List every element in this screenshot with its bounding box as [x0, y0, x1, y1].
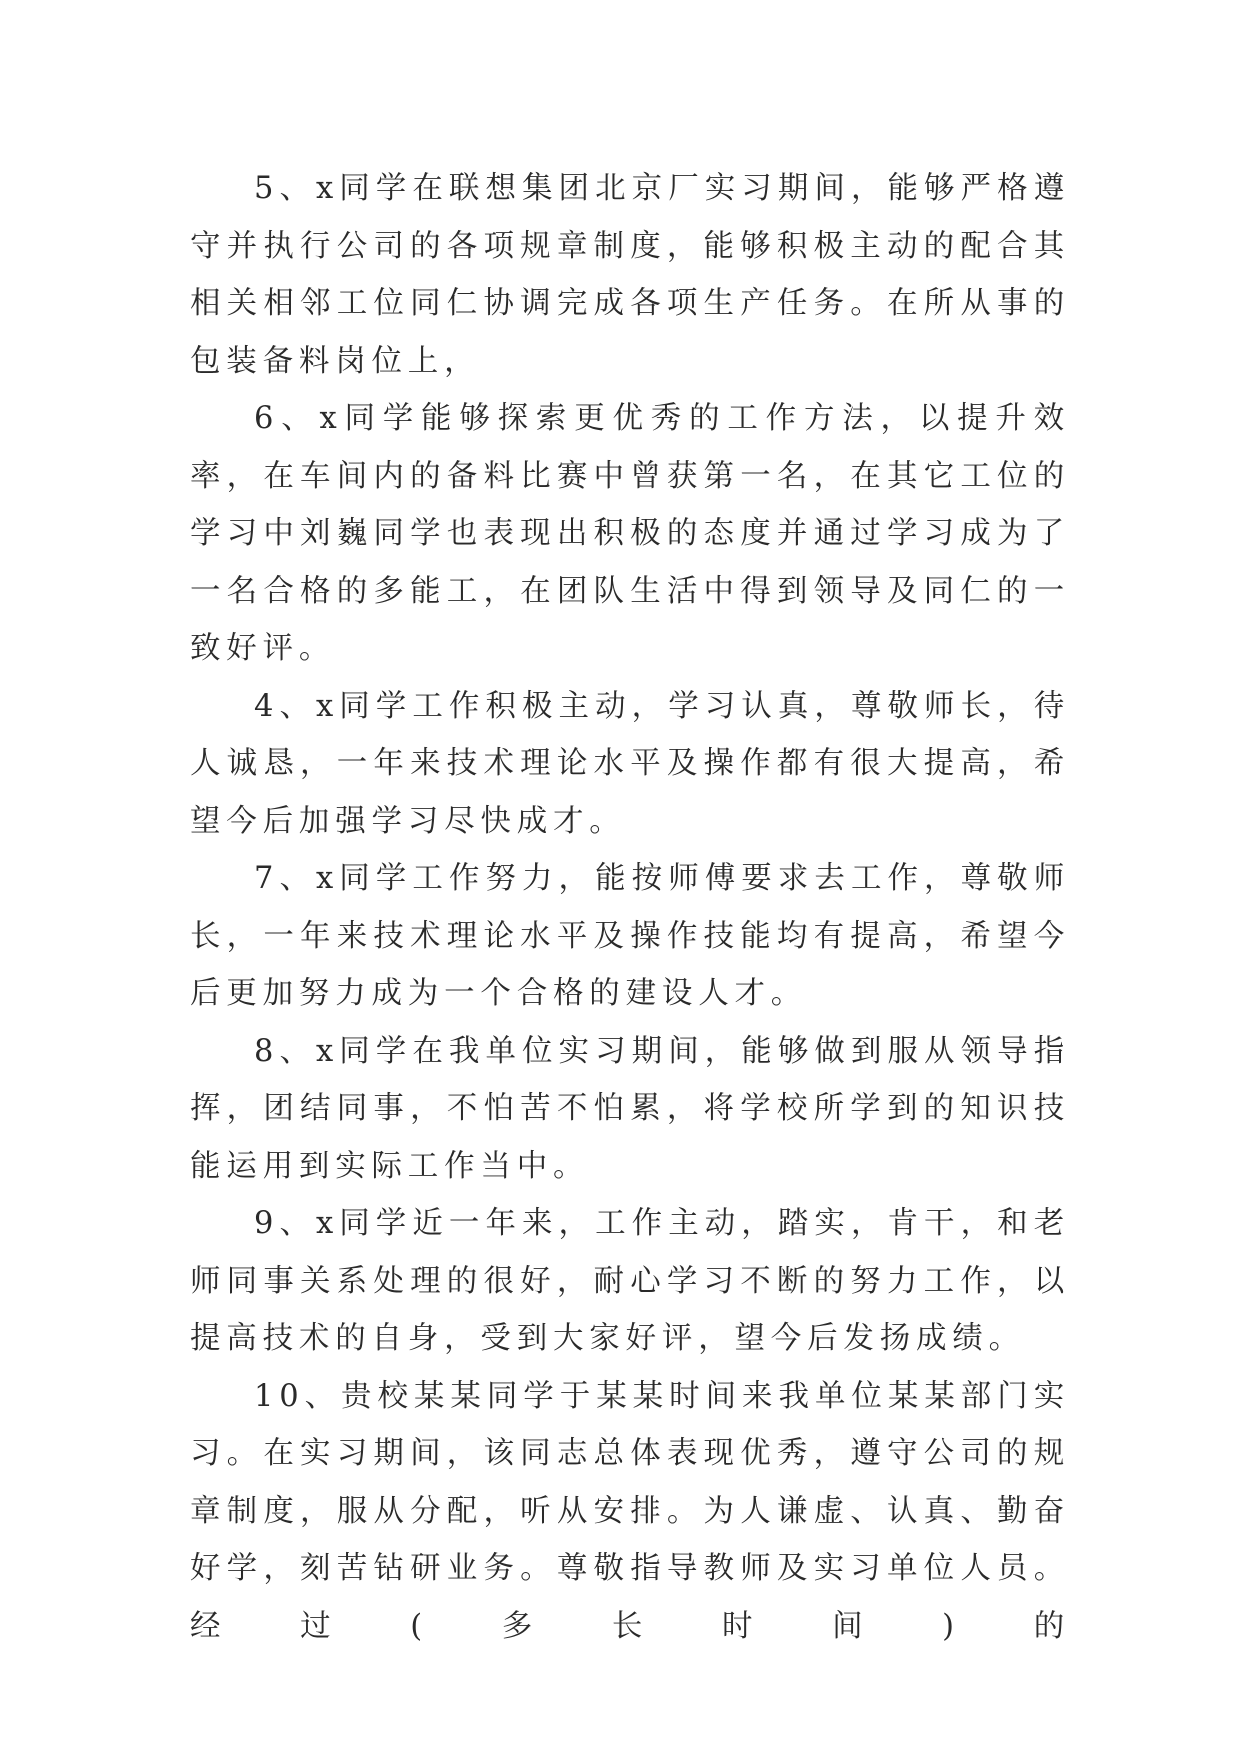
paragraph-7: 7、x同学工作努力，能按师傅要求去工作，尊敬师长，一年来技术理论水平及操作技能均有提高，希望今后更加努力成为一个合格的建设人才。 — [190, 861, 1070, 1011]
paragraph-4: 4、x同学工作积极主动，学习认真，尊敬师长，待人诚恳，一年来技术理论水平及操作都有很大提高，希望今后加强学习尽快成才。 — [190, 688, 1070, 839]
paragraph-10: 10、贵校某某同学于某某时间来我单位某某部门实习。在实习期间，该同志总体表现优秀，遵守公司的规章制度，服从分配，听从安排。为人谦虚、认真、勤奋好学，刻苦钻研业务。尊敬指导教师及实习单位人员。经过(多长时间)的 — [190, 1378, 1070, 1644]
document-body — [190, 160, 1070, 1655]
paragraph-9: 9、x同学近一年来，工作主动，踏实，肯干，和老师同事关系处理的很好，耐心学习不断的努力工作，以提高技术的自身，受到大家好评，望今后发扬成绩。 — [190, 1206, 1070, 1356]
paragraph-6: 6、x同学能够探索更优秀的工作方法，以提升效率，在车间内的备料比赛中曾获第一名，在其它工位的学习中刘巍同学也表现出积极的态度并通过学习成为了一名合格的多能工，在团队生活中得到领导及同仁的一致好评。 — [190, 401, 1070, 666]
paragraph-5: 5、x同学在联想集团北京厂实习期间，能够严格遵守并执行公司的各项规章制度，能够积极主动的配合其相关相邻工位同仁协调完成各项生产任务。在所从事的包装备料岗位上， — [190, 171, 1070, 379]
paragraph-8: 8、x同学在我单位实习期间，能够做到服从领导指挥，团结同事，不怕苦不怕累，将学校所学到的知识技能运用到实际工作当中。 — [190, 1033, 1070, 1184]
